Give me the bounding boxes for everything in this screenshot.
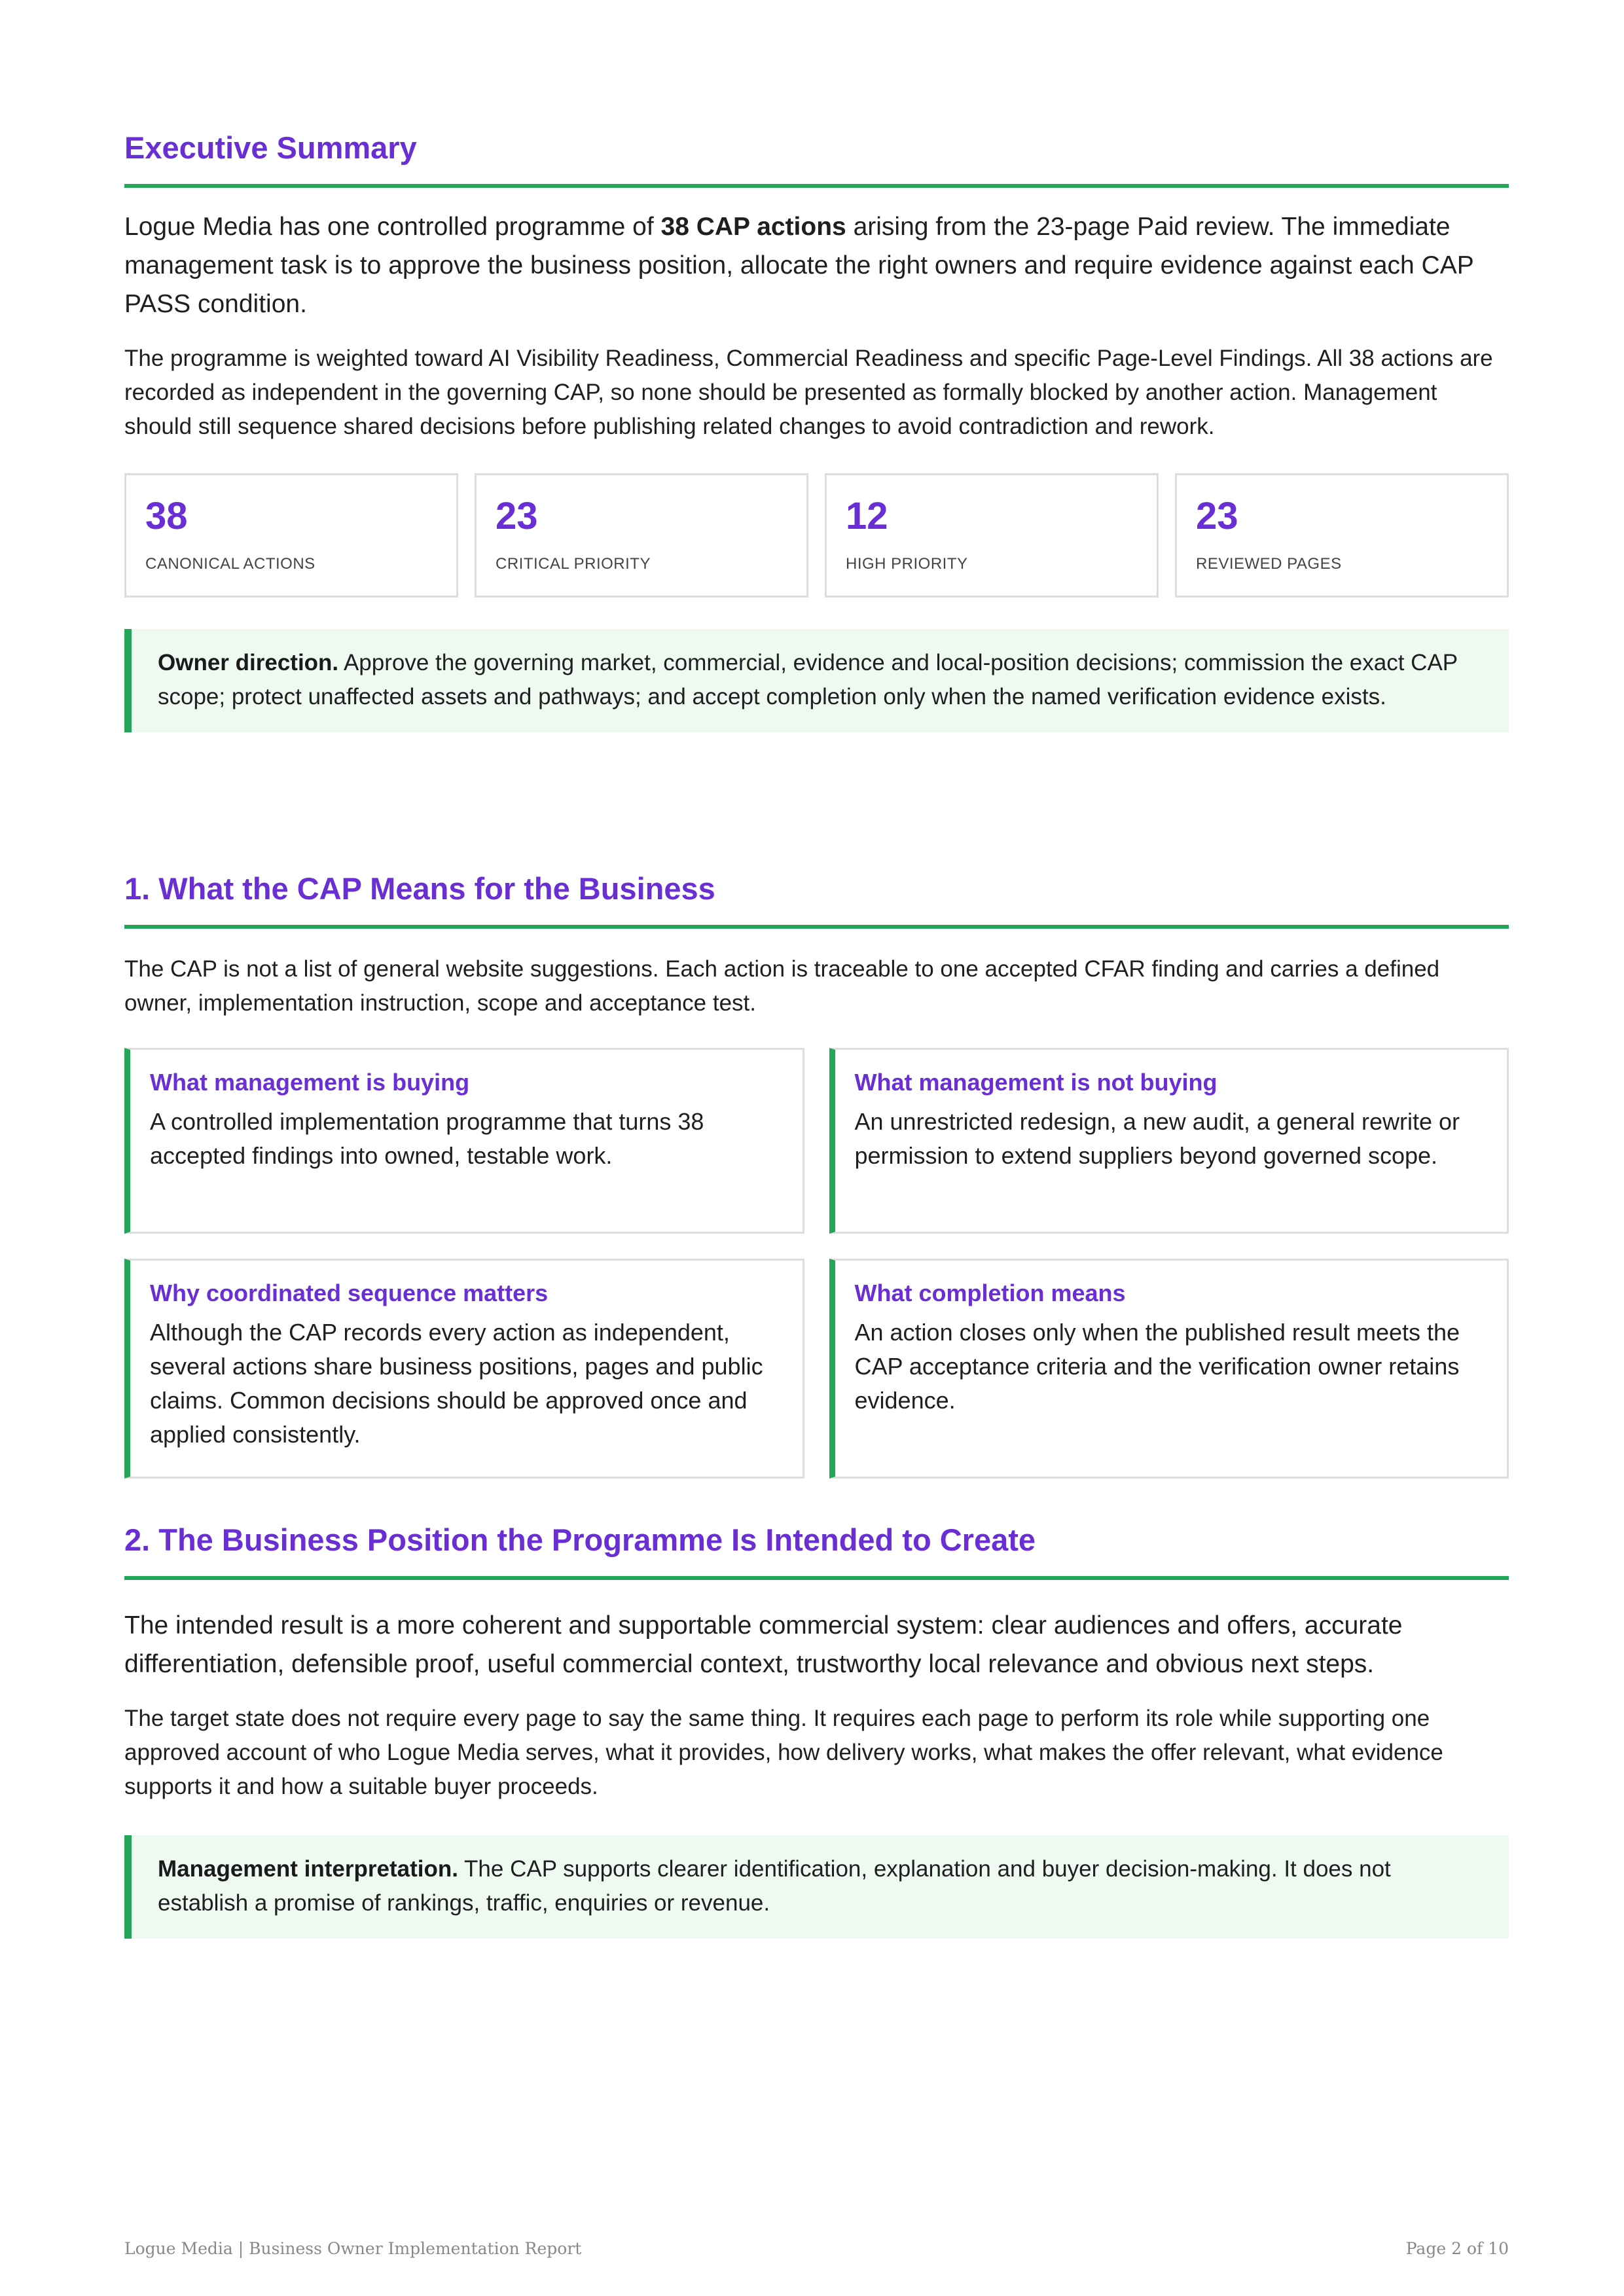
executive-summary-paragraph: The programme is weighted toward AI Visibility Readiness, Commercial Readiness and specific Page-Level Findings. All 38 actions are recorded as independent in the governing CAP, so none should be presented as formally blocked by another action. Management should still sequence shared decisions before publishing related changes to avoid contradiction and rework. — [124, 346, 1493, 439]
card-what-buying — [124, 1048, 804, 1234]
callout-label: Owner direction. — [158, 650, 339, 675]
lead-text-start: Logue Media has one controlled programme of — [124, 213, 661, 241]
card-completion-means — [829, 1259, 1509, 1479]
stat-card-high-priority — [825, 473, 1159, 598]
callout-label: Management interpretation. — [158, 1856, 458, 1882]
executive-summary-heading: Executive Summary — [124, 130, 1509, 188]
stat-card-canonical-actions — [124, 473, 458, 598]
stat-label: CANONICAL ACTIONS — [145, 555, 316, 573]
card-title: What management is buying — [150, 1069, 470, 1096]
section1-heading: 1. What the CAP Means for the Business — [124, 870, 1509, 929]
stats-row — [124, 473, 1509, 598]
card-title: Why coordinated sequence matters — [150, 1280, 549, 1306]
section2-heading: 2. The Business Position the Programme Is Intended to Create — [124, 1522, 1509, 1580]
card-what-not-buying — [829, 1048, 1509, 1234]
callout-text: Approve the governing market, commercial, evidence and local-position decisions; commission the exact CAP scope; protect unaffected assets and pathways; and accept completion only when the named verification evidence exists. — [158, 650, 1458, 709]
executive-summary-lead — [124, 207, 1509, 323]
page-footer — [124, 2239, 1509, 2258]
section-cap-meaning — [124, 870, 1509, 1479]
stat-label: HIGH PRIORITY — [846, 555, 968, 573]
lead-text-end: arising from the 23-page Paid review. The immediate management task is to approve the business position, allocate the right owners and require evidence against each CAP PASS condition. — [124, 213, 1474, 318]
executive-summary-section — [124, 130, 1509, 732]
stat-value: 23 — [1196, 495, 1238, 537]
stat-value: 38 — [145, 495, 188, 537]
management-interpretation-callout — [124, 1835, 1509, 1939]
section2-paragraph: The target state does not require every page to say the same thing. It requires each page to perform its role while supporting one approved account of who Logue Media serves, what it provides, how delivery works, what makes the offer relevant, what evidence supports it and how a suitable buyer proceeds. — [124, 1706, 1443, 1799]
stat-label: REVIEWED PAGES — [1196, 555, 1342, 573]
callout-text: The CAP supports clearer identification, explanation and buyer decision-making. It does not establish a promise of rankings, traffic, enquiries or revenue. — [158, 1856, 1391, 1916]
footer-report-title: Logue Media | Business Owner Implementation Report — [124, 2239, 582, 2258]
section-business-position — [124, 1522, 1509, 1939]
section1-paragraph: The CAP is not a list of general website suggestions. Each action is traceable to one accepted CFAR finding and carries a defined owner, implementation instruction, scope and acceptance test. — [124, 956, 1440, 1016]
stat-value: 23 — [496, 495, 538, 537]
stat-label: CRITICAL PRIORITY — [496, 555, 651, 573]
lead-text-bold: 38 CAP actions — [660, 213, 846, 241]
stat-card-critical-priority — [475, 473, 808, 598]
stat-value: 12 — [846, 495, 888, 537]
card-text: An unrestricted redesign, a new audit, a general rewrite or permission to extend suppliers beyond governed scope. — [854, 1108, 1460, 1169]
card-text: Although the CAP records every action as independent, several actions share business positions, pages and public claims. Common decisions should be approved once and applied consistently. — [150, 1319, 763, 1448]
card-text: An action closes only when the published result meets the CAP acceptance criteria and the verification owner retains evidence. — [854, 1319, 1460, 1414]
section2-lead: The intended result is a more coherent and supportable commercial system: clear audiences and offers, accurate differentiation, defensible proof, useful commercial context, trustworthy local relevance and obvious next steps. — [124, 1611, 1403, 1678]
card-sequence-matters — [124, 1259, 804, 1479]
card-text: A controlled implementation programme that turns 38 accepted findings into owned, testable work. — [150, 1108, 704, 1169]
card-title: What management is not buying — [854, 1069, 1218, 1096]
cap-meaning-cards — [124, 1048, 1509, 1479]
stat-card-reviewed-pages — [1175, 473, 1509, 598]
footer-page-number: Page 2 of 10 — [1405, 2239, 1509, 2258]
card-title: What completion means — [854, 1280, 1126, 1306]
owner-direction-callout — [124, 629, 1509, 732]
